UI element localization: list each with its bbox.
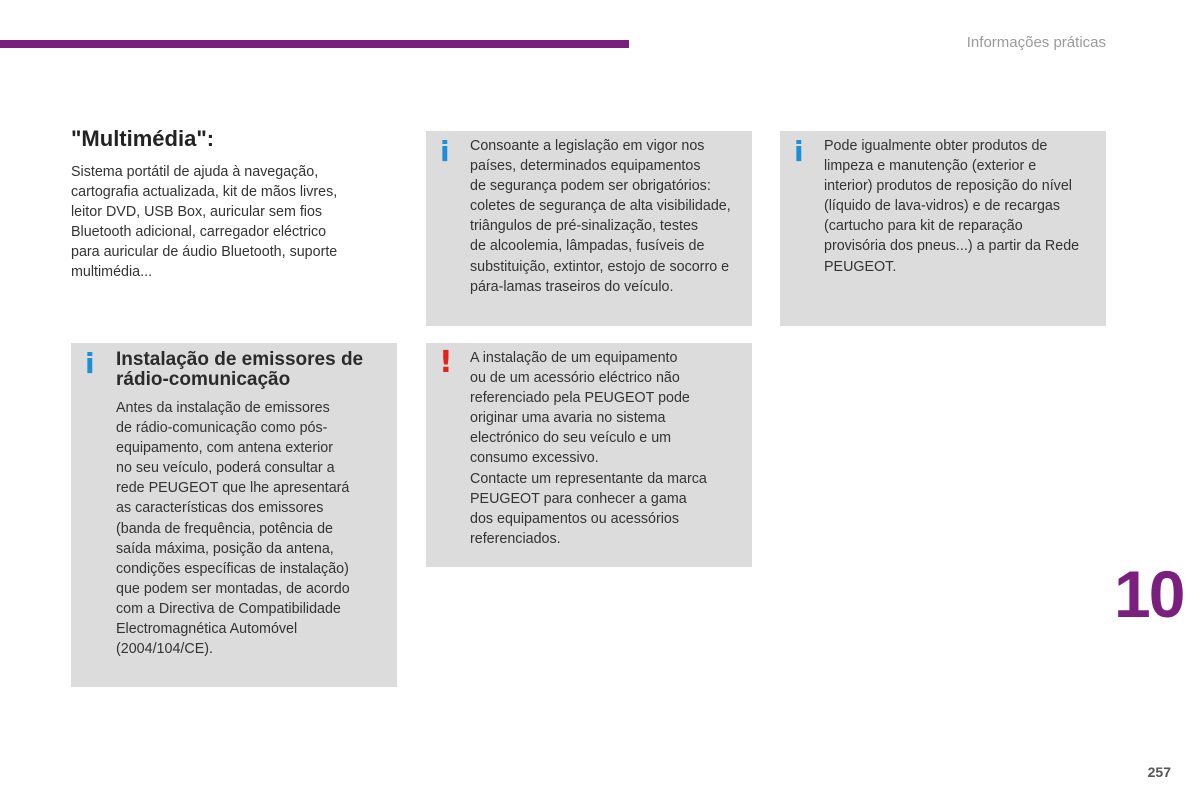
info-icon: i [85, 347, 95, 380]
page-number: 257 [1147, 764, 1171, 780]
chapter-number: 10 [1114, 557, 1184, 631]
warning-icon: ! [439, 345, 453, 380]
multimedia-heading: "Multimédia": [71, 126, 215, 151]
products-body: Pode igualmente obter produtos de limpeza e manutenção (exterior e interior) produtos de reposição do nível (líquido de lava-vidros) e de recargas (cartucho para kit de reparação provisória dos pneus...) a partir da Rede PEUGEOT. [824, 138, 1080, 275]
warning-body: A instalação de um equipamento ou de um acessório eléctrico não referenciado pela PEUGEOT pode originar uma avaria no sistema electrónico do seu veículo e um consumo excessivo. Contacte um representante da marca PEUGEOT para conhecer a gama dos equipamentos ou acessórios referenciados. [470, 350, 707, 547]
warning-box [426, 343, 752, 567]
radio-installation-box [71, 343, 397, 687]
products-box [780, 131, 1106, 326]
header-accent-bar [0, 40, 629, 48]
section-title: Informações práticas [966, 34, 1106, 51]
radio-installation-heading: Instalação de emissores de rádio-comunicação [116, 349, 364, 390]
multimedia-body: Sistema portátil de ajuda à navegação, cartografia actualizada, kit de mãos livres, leitor DVD, USB Box, auricular sem fios Bluetooth adicional, carregador eléctrico para auricular de áudio Bluetooth, suporte multimédia... [71, 164, 338, 281]
info-icon: i [794, 135, 804, 168]
radio-installation-body: Antes da instalação de emissores de rádio-comunicação como pós- equipamento, com antena exterior no seu veículo, poderá consultar a rede PEUGEOT que lhe apresentará as características dos emissores (banda de frequência, potência de saída máxima, posição da antena, condições específicas de instalação) que podem ser montadas, de acordo com a Directiva de Compatibilidade Electromagnética Automóvel (2004/104/CE). [116, 400, 350, 658]
legislation-body: Consoante a legislação em vigor nos países, determinados equipamentos de segurança podem ser obrigatórios: coletes de segurança de alta visibilidade, triângulos de pré-sinalização, testes de alcoolemia, lâmpadas, fusíveis de substituição, extintor, estojo de socorro e pára-lamas traseiros do veículo. [470, 138, 731, 295]
info-icon: i [440, 135, 450, 168]
legislation-box [426, 131, 752, 326]
